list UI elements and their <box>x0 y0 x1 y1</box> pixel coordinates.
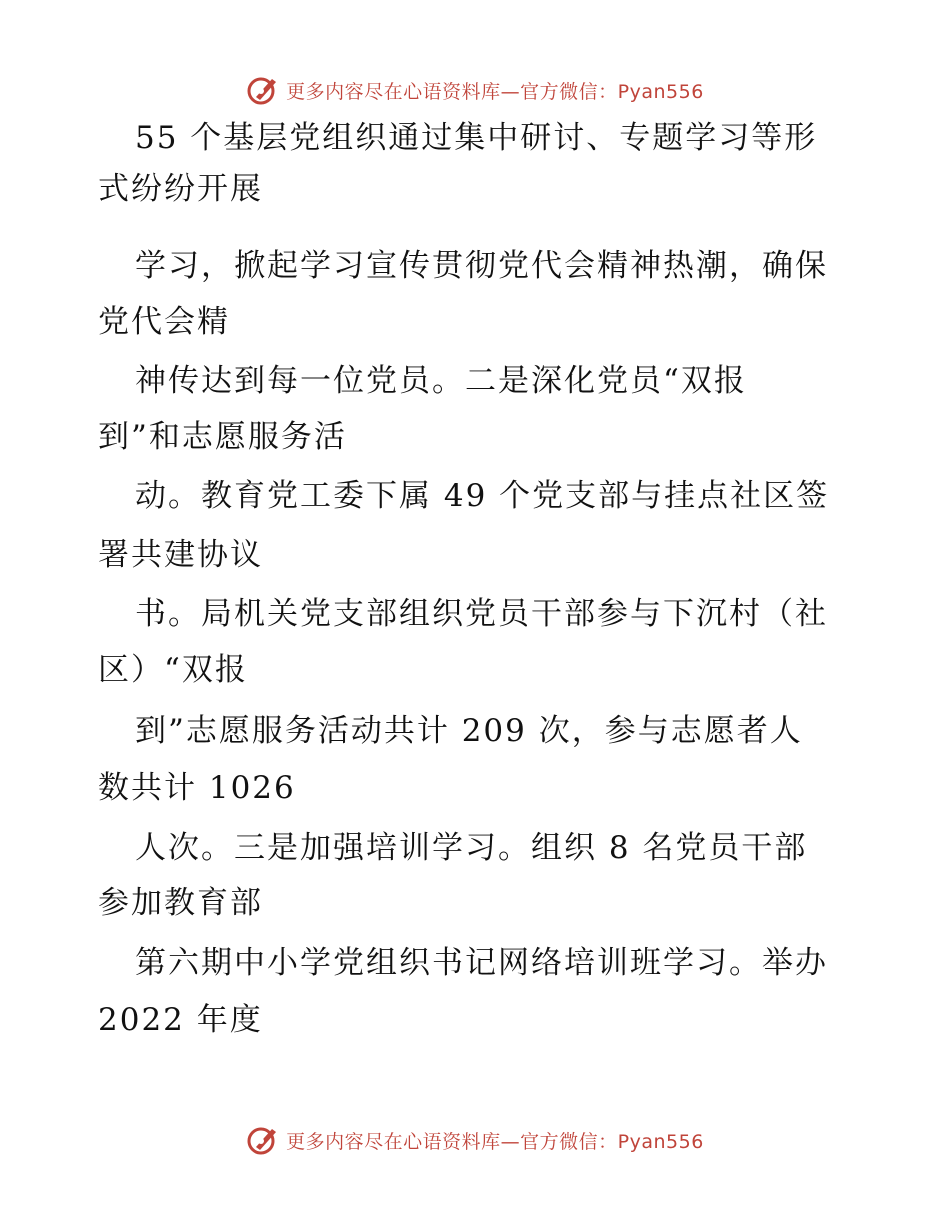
text-line: 党代会精 <box>98 304 230 340</box>
text-line: 神传达到每一位党员。二是深化党员“双报 <box>135 363 747 399</box>
text-line: 2022 年度 <box>98 1002 263 1038</box>
pen-logo-icon <box>246 73 280 107</box>
text-line: 到”和志愿服务活 <box>98 419 347 455</box>
watermark-text: 更多内容尽在心语资料库—官方微信：Pyan556 <box>286 1130 704 1153</box>
watermark-text: 更多内容尽在心语资料库—官方微信：Pyan556 <box>286 80 704 103</box>
text-line: 第六期中小学党组织书记网络培训班学习。举办 <box>135 945 828 981</box>
text-line: 式纷纷开展 <box>98 171 263 207</box>
header-watermark <box>0 70 950 110</box>
pen-logo-icon <box>246 1123 280 1157</box>
text-line: 学习，掀起学习宣传贯彻党代会精神热潮，确保 <box>135 248 828 284</box>
text-line: 区）“双报 <box>98 652 248 688</box>
text-line: 到”志愿服务活动共计 209 次，参与志愿者人 <box>135 713 803 749</box>
text-line: 书。局机关党支部组织党员干部参与下沉村（社 <box>135 596 828 632</box>
footer-watermark <box>0 1120 950 1160</box>
text-line: 数共计 1026 <box>98 770 296 806</box>
text-line: 署共建协议 <box>98 537 263 573</box>
text-line: 参加教育部 <box>98 885 263 921</box>
text-line: 55 个基层党组织通过集中研讨、专题学习等形 <box>135 120 818 156</box>
text-line: 动。教育党工委下属 49 个党支部与挂点社区签 <box>135 478 830 514</box>
text-line: 人次。三是加强培训学习。组织 8 名党员干部 <box>135 830 808 866</box>
